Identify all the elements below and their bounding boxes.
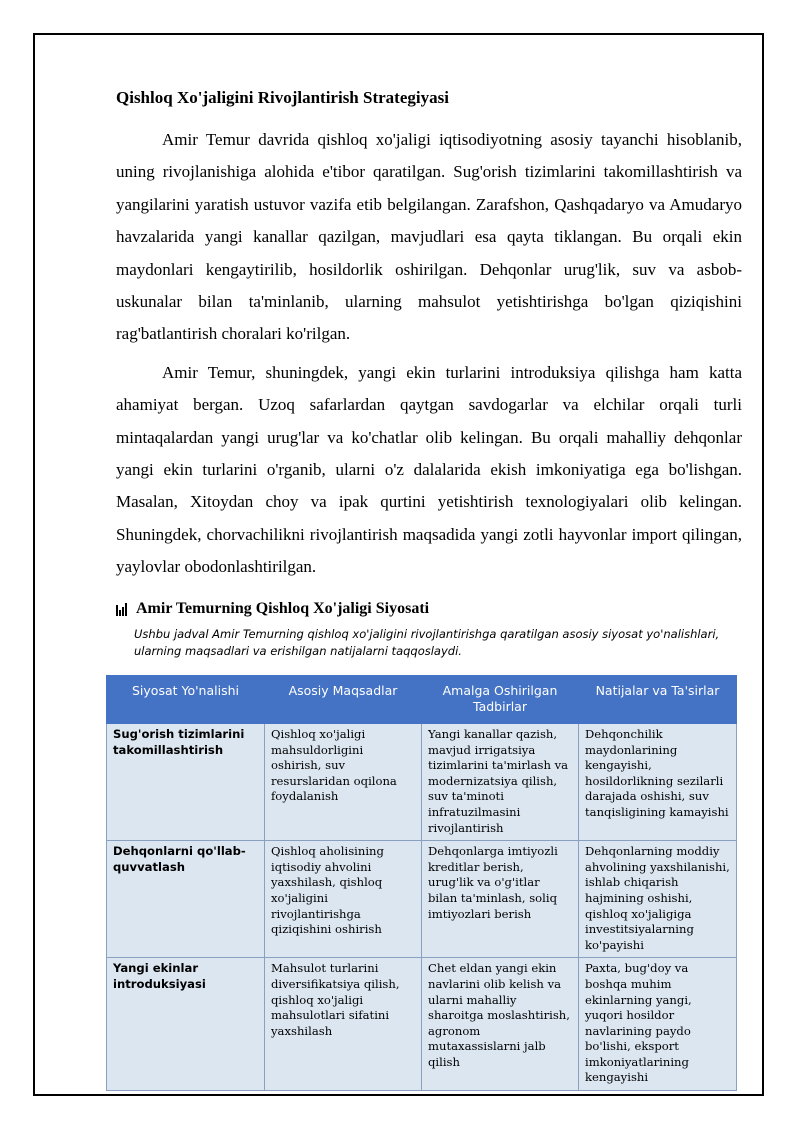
column-header: Amalga Oshirilgan Tadbirlar [422, 676, 579, 724]
table-cell: Chet eldan yangi ekin navlarini olib kelish va ularni mahalliy sharoitga moslashtirish, agronom mutaxassislarni jalb qilish [422, 958, 579, 1091]
table-cell: Yangi ekinlar introduksiyasi [107, 958, 265, 1091]
document-title: Qishloq Xo'jaligini Rivojlantirish Strategiyasi [116, 88, 449, 107]
column-header: Siyosat Yo'nalishi [107, 676, 265, 724]
bar-chart-icon [116, 602, 130, 616]
paragraph-2: Amir Temur, shuningdek, yangi ekin turlarini introduksiya qilishga ham katta ahamiyat bergan. Uzoq safarlardan qaytgan savdogarlar va elchilar orqali turli mintaqalardan yangi urug'lar va ko'chatlar olib kelingan. Bu orqali mahalliy dehqonlar yangi ekin turlarini o'rganib, ularni o'z dalalarida ekish imkoniyatiga ega bo'lishgan. Masalan, Xitoydan choy va ipak qurtini yetishtirish texnologiyalari olib kelingan. Shuningdek, chorvachilikni rivojlantirish maqsadida yangi zotli hayvonlar import qilingan, yaylovlar obodonlashtirilgan. [116, 362, 742, 577]
table-caption: Ushbu jadval Amir Temurning qishloq xo'jaligini rivojlantirishga qaratilgan asosiy siyosat yo'nalishlari, ularning maqsadlari va erishilgan natijalarni taqqoslaydi. [134, 626, 720, 658]
table-cell: Yangi kanallar qazish, mavjud irrigatsiya tizimlarini ta'mirlash va modernizatsiya qilish, suv ta'minoti infratuzilmasini rivojlantirish [422, 724, 579, 841]
policy-table [106, 675, 737, 1091]
table-cell: Qishloq xo'jaligi mahsuldorligini oshirish, suv resurslaridan oqilona foydalanish [265, 724, 422, 841]
table-cell: Dehqonlarning moddiy ahvolining yaxshilanishi, ishlab chiqarish hajmining oshishi, qishloq xo'jaligiga investitsiyalarning ko'payishi [579, 841, 737, 958]
table-cell: Dehqonlarni qo'llab-quvvatlash [107, 841, 265, 958]
table-section-heading [116, 598, 742, 620]
table-cell: Dehqonchilik maydonlarining kengayishi, hosildorlikning sezilarli darajada oshishi, suv tanqisligining kamayishi [579, 724, 737, 841]
table-row [107, 724, 737, 841]
table-header-row [107, 676, 737, 724]
table-row [107, 958, 737, 1091]
paragraph-1: Amir Temur davrida qishloq xo'jaligi iqtisodiyotning asosiy tayanchi hisoblanib, uning rivojlanishiga alohida e'tibor qaratilgan. Sug'orish tizimlarini takomillashtirish va yangilarini yaratish ustuvor vazifa etib belgilangan. Zarafshon, Qashqadaryo va Amudaryo havzalarida yangi kanallar qazilgan, mavjudlari esa qayta tiklangan. Bu orqali ekin maydonlari kengaytirilib, hosildorlik oshirilgan. Dehqonlar urug'lik, suv va asbob-uskunalar bilan ta'minlanib, ularning mahsulot yetishtirishga bo'lgan qiziqishini rag'batlantirish choralari ko'rilgan. [116, 130, 742, 344]
document-body [116, 84, 742, 666]
table-section-title: Amir Temurning Qishloq Xo'jaligi Siyosati [136, 599, 430, 617]
table-cell: Dehqonlarga imtiyozli kreditlar berish, urug'lik va o'g'itlar bilan ta'minlash, soliq imtiyozlari berish [422, 841, 579, 958]
table-cell: Qishloq aholisining iqtisodiy ahvolini yaxshilash, qishloq xo'jaligini rivojlantirishga qiziqishini oshirish [265, 841, 422, 958]
table-cell: Sug'orish tizimlarini takomillashtirish [107, 724, 265, 841]
table-cell: Paxta, bug'doy va boshqa muhim ekinlarning yangi, yuqori hosildor navlarining paydo bo'lishi, eksport imkoniyatlarining kengayishi [579, 958, 737, 1091]
table-cell: Mahsulot turlarini diversifikatsiya qilish, qishloq xo'jaligi mahsulotlari sifatini yaxshilash [265, 958, 422, 1091]
column-header: Natijalar va Ta'sirlar [579, 676, 737, 724]
column-header: Asosiy Maqsadlar [265, 676, 422, 724]
table-row [107, 841, 737, 958]
